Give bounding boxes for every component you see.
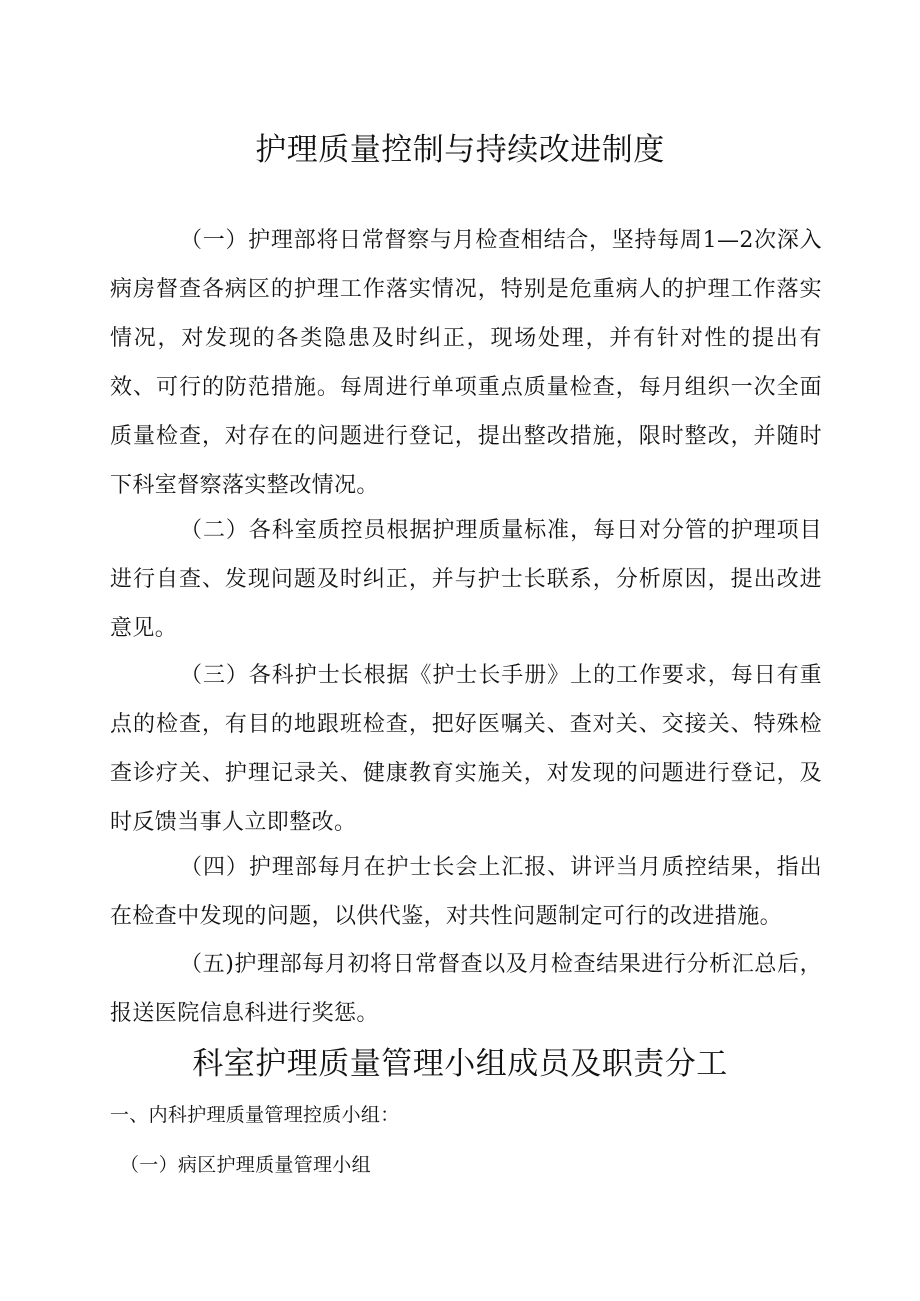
paragraph-3: （三）各科护士长根据《护士长手册》上的工作要求，每日有重点的检查，有目的地跟班检查，把好医嘱关、查对关、交接关、特殊检查诊疗关、护理记录关、健康教育实施关，对发现的问题进行登记，及时反馈当事人立即整改。 [110, 663, 822, 835]
document-title: 护理质量控制与持续改进制度 [255, 132, 665, 168]
section-heading: 一、内科护理质量管理控质小组： [110, 1104, 400, 1126]
paragraph-4: （四）护理部每月在护士长会上汇报、讲评当月质控结果，指出在检查中发现的问题，以供代鉴，对共性问题制定可行的改进措施。 [110, 855, 822, 929]
subsection-heading: （一）病区护理质量管理小组 [120, 1154, 371, 1176]
section-title: 科室护理质量管理小组成员及职责分工 [192, 1046, 728, 1082]
paragraph-2: （二）各科室质控员根据护理质量标准，每日对分管的护理项目进行自查、发现问题及时纠正，并与护士长联系，分析原因，提出改进意见。 [110, 518, 822, 641]
paragraph-5: （五)护理部每月初将日常督查以及月检查结果进行分析汇总后，报送医院信息科进行奖惩。 [110, 952, 822, 1026]
paragraph-1: （一）护理部将日常督察与月检查相结合，坚持每周1—2次深入病房督查各病区的护理工作落实情况，特别是危重病人的护理工作落实情况，对发现的各类隐患及时纠正，现场处理，并有针对性的提出有效、可行的防范措施。每周进行单项重点质量检查，每月组织一次全面质量检查，对存在的问题进行登记，提出整改措施，限时整改，并随时下科室督察落实整改情况。 [110, 228, 822, 498]
